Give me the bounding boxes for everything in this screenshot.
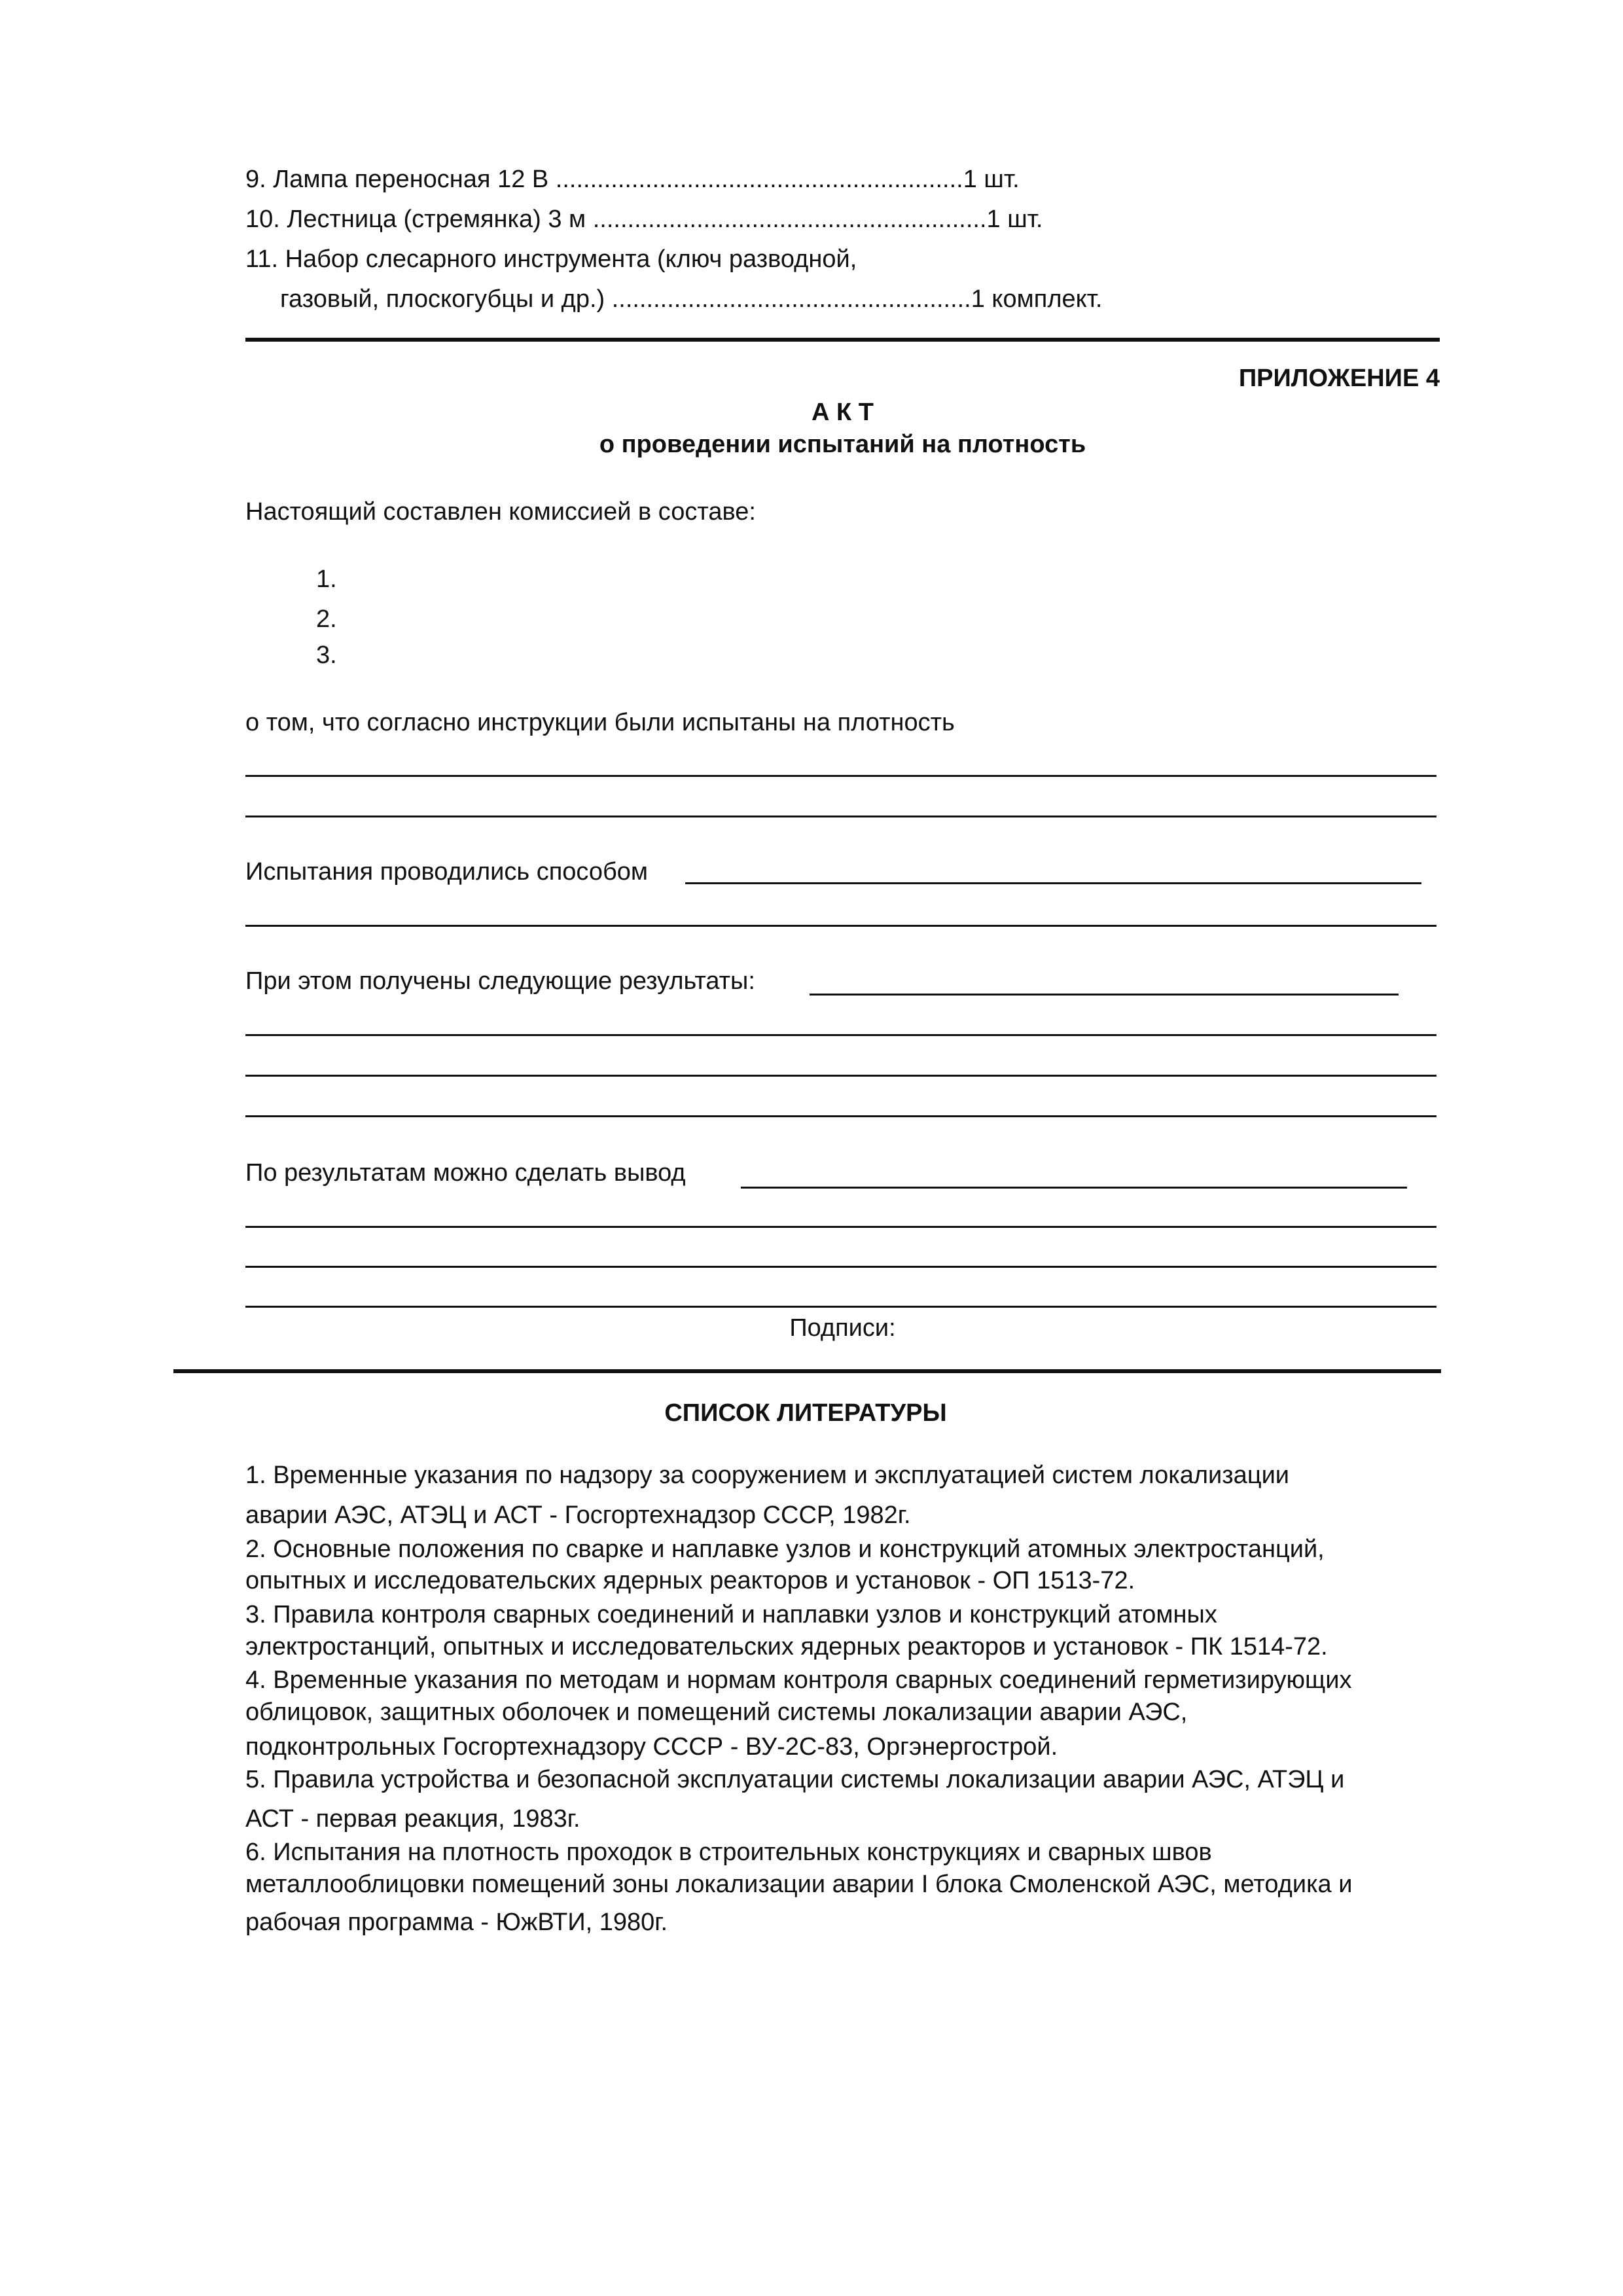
conclusion-line-4[interactable] [245, 1306, 1436, 1308]
reference-2-line1: 2. Основные положения по сварке и наплавке узлов и конструкций атомных электростанций, [245, 1535, 1325, 1563]
tested-objects-line-2[interactable] [245, 816, 1436, 817]
appendix-label: ПРИЛОЖЕНИЕ 4 [1238, 365, 1440, 392]
test-method-line-1[interactable] [685, 882, 1421, 884]
results-line-1[interactable] [810, 994, 1399, 996]
reference-4-line2: облицовок, защитных оболочек и помещений системы локализации аварии АЭС, [245, 1698, 1188, 1726]
act-title: А К Т [812, 399, 874, 426]
reference-6-line2: металлооблицовки помещений зоны локализации аварии I блока Смоленской АЭС, методика и [245, 1871, 1353, 1898]
equipment-item-9: 9. Лампа переносная 12 В ...........................................................1 шт. [245, 166, 1020, 193]
conclusion-line-2[interactable] [245, 1226, 1436, 1228]
reference-5-line1: 5. Правила устройства и безопасной эксплуатации системы локализации аварии АЭС, АТЭЦ и [245, 1766, 1345, 1793]
reference-4-line1: 4. Временные указания по методам и нормам контроля сварных соединений герметизирующих [245, 1666, 1352, 1694]
results-line-4[interactable] [245, 1115, 1436, 1117]
commission-member-1: 1. [316, 565, 337, 593]
reference-3-line2: электростанций, опытных и исследовательских ядерных реакторов и установок - ПК 1514-72. [245, 1633, 1328, 1660]
commission-member-2: 2. [316, 605, 337, 633]
references-heading: СПИСОК ЛИТЕРАТУРЫ [664, 1399, 947, 1427]
equipment-item-11-line2: газовый, плоскогубцы и др.) ....................................................1 комплект. [280, 285, 1103, 313]
reference-4-line3: подконтрольных Госгортехнадзору СССР - ВУ-2С-83, Оргэнергострой. [245, 1733, 1058, 1761]
conclusion-line-1[interactable] [741, 1187, 1407, 1189]
reference-1-line1: 1. Временные указания по надзору за сооружением и эксплуатацией систем локализации [245, 1462, 1290, 1489]
tested-objects-line-1[interactable] [245, 775, 1436, 777]
reference-2-line2: опытных и исследовательских ядерных реакторов и установок - ОП 1513-72. [245, 1567, 1135, 1594]
reference-3-line1: 3. Правила контроля сварных соединений и наплавки узлов и конструкций атомных [245, 1601, 1217, 1628]
equipment-item-10: 10. Лестница (стремянка) 3 м .........................................................1 шт. [245, 206, 1043, 233]
reference-6-line1: 6. Испытания на плотность проходок в строительных конструкциях и сварных швов [245, 1839, 1212, 1866]
results-line-2[interactable] [245, 1034, 1436, 1036]
act-subtitle: о проведении испытаний на плотность [599, 431, 1086, 458]
section-divider-bottom [173, 1369, 1441, 1373]
tested-objects-label: о том, что согласно инструкции были испытаны на плотность [245, 709, 955, 736]
results-label: При этом получены следующие результаты: [245, 967, 755, 995]
reference-1-line2: аварии АЭС, АТЭЦ и АСТ - Госгортехнадзор СССР, 1982г. [245, 1501, 911, 1529]
signatures-label: Подписи: [789, 1314, 896, 1342]
section-divider-top [245, 338, 1440, 342]
reference-5-line2: АСТ - первая реакция, 1983г. [245, 1805, 580, 1833]
conclusion-label: По результатам можно сделать вывод [245, 1159, 686, 1187]
act-intro: Настоящий составлен комиссией в составе: [245, 498, 756, 526]
equipment-item-11-line1: 11. Набор слесарного инструмента (ключ разводной, [245, 245, 857, 273]
reference-6-line3: рабочая программа - ЮжВТИ, 1980г. [245, 1909, 668, 1936]
conclusion-line-3[interactable] [245, 1266, 1436, 1268]
test-method-line-2[interactable] [245, 925, 1436, 927]
test-method-label: Испытания проводились способом [245, 858, 649, 886]
results-line-3[interactable] [245, 1075, 1436, 1077]
commission-member-3: 3. [316, 641, 337, 669]
